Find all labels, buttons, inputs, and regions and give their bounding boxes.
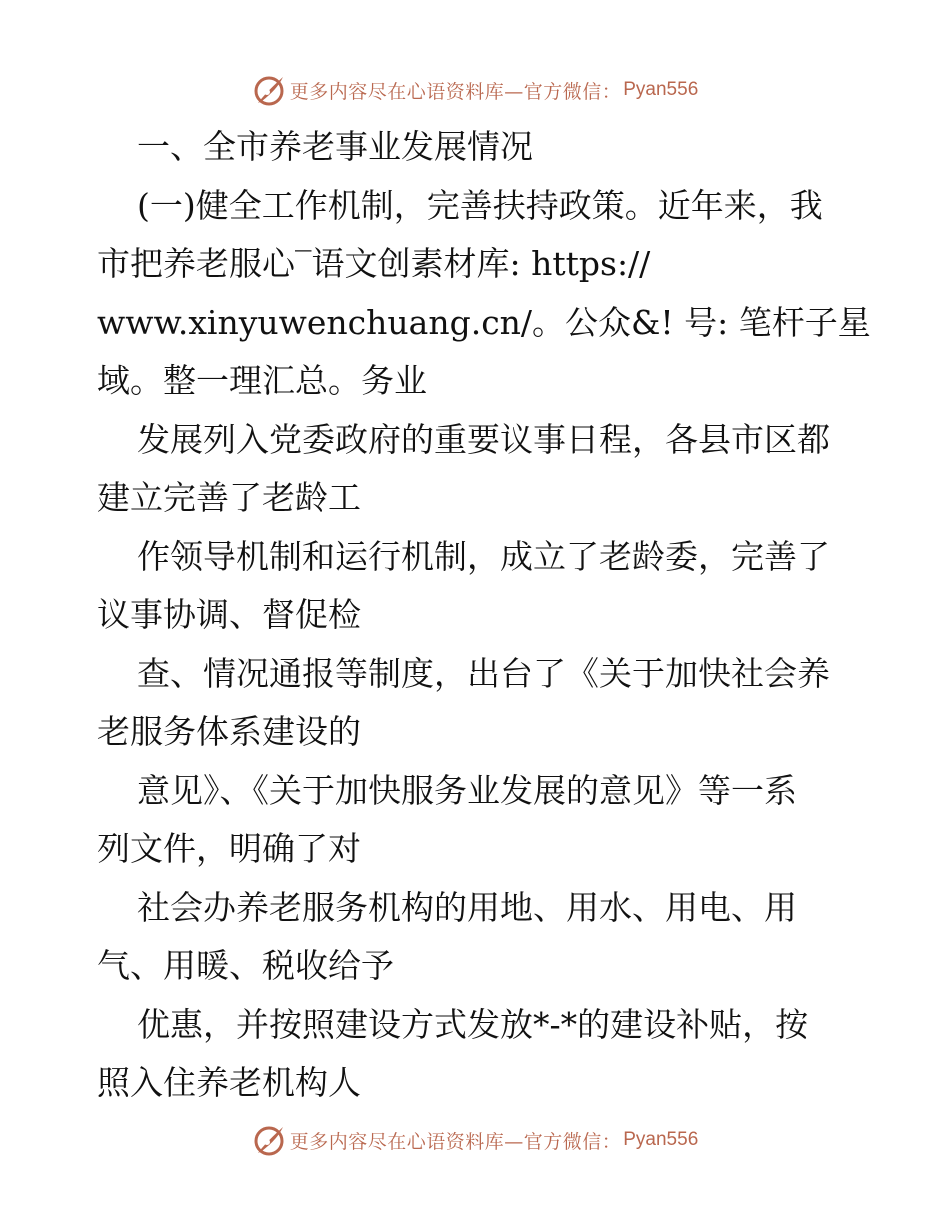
text-line: 一、全市养老事业发展情况 [137,127,533,166]
watermark-wechat-id: Pyan556 [623,1129,699,1150]
text-line: 议事协调、督促检 [97,595,361,634]
text-line: (一)健全工作机制，完善扶持政策。近年来，我 [137,185,823,225]
text-line: 查、情况通报等制度，出台了《关于加快社会养 [137,653,830,693]
text-line: www.xinyuwenchuang.cn/。公众&! 号: 笔杆子星 [97,302,871,342]
watermark-text: 更多内容尽在心语资料库—官方微信： [289,1130,622,1153]
text-line: 列文件，明确了对 [97,829,361,868]
text-line: 气、用暖、税收给予 [97,946,394,985]
text-line: 作领导机制和运行机制，成立了老龄委，完善了 [137,536,830,576]
header-watermark [0,70,950,110]
text-line: 老服务体系建设的 [97,712,361,751]
watermark-text: 更多内容尽在心语资料库—官方微信： [289,80,622,103]
text-line: 发展列入党委政府的重要议事日程，各县市区都 [137,419,830,459]
footer-watermark [0,1120,950,1160]
text-line: 域。整一理汇总。务业 [97,361,427,400]
document-body [97,118,871,1113]
text-line: 意见》、《关于加快服务业发展的意见》等一系 [137,770,797,810]
watermark-wechat-id: Pyan556 [623,79,699,100]
quill-logo-icon [252,1123,286,1157]
text-line: 市把养老服心‾语文创素材库: https:// [97,244,651,283]
text-line: 照入住养老机构人 [97,1063,361,1102]
text-line: 建立完善了老龄工 [97,478,361,517]
text-line: 社会办养老服务机构的用地、用水、用电、用 [137,887,797,927]
quill-logo-icon [252,73,286,107]
text-line: 优惠，并按照建设方式发放*-*的建设补贴，按 [137,1004,809,1044]
